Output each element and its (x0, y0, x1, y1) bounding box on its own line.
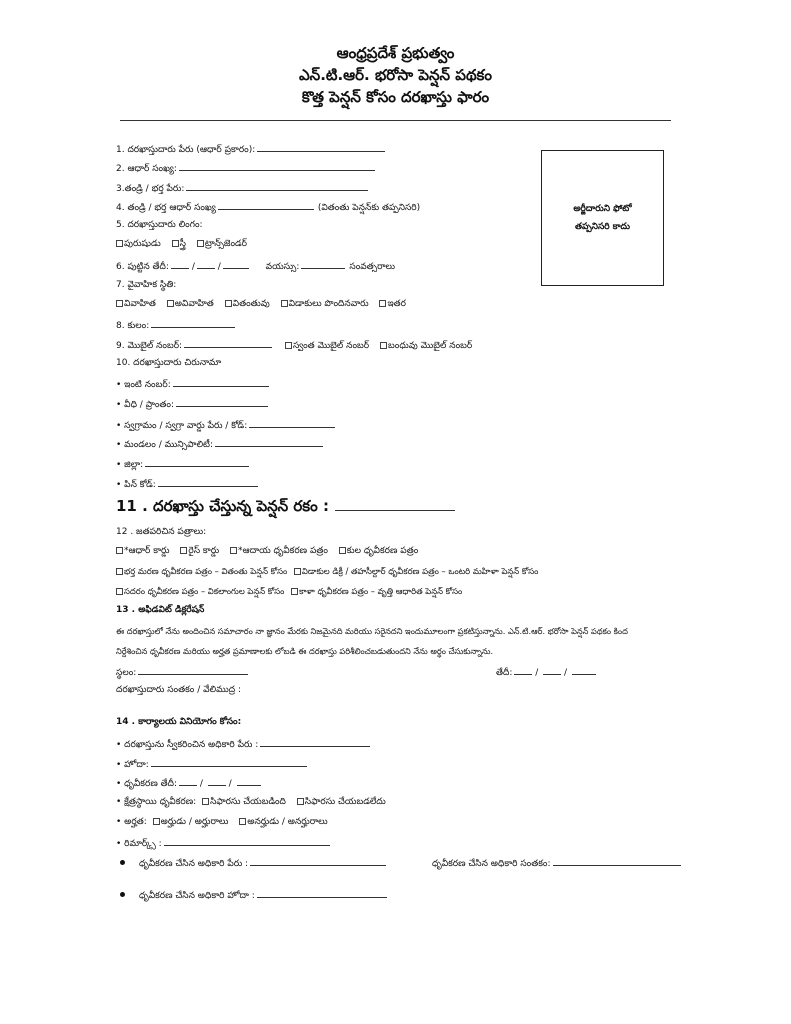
mobile-option-own[interactable]: స్వంత మొబైల్ నంబర్ (285, 341, 369, 351)
documents-row-2 (116, 565, 538, 577)
marital-options (116, 298, 414, 310)
checkbox[interactable] (225, 300, 232, 307)
verify-month-input[interactable] (208, 776, 226, 786)
mobile-option-relative[interactable]: బంధువు మొబైల్ నంబర్ (380, 341, 472, 351)
doc-option-rice-card[interactable]: రైస్ కార్డు (180, 546, 219, 556)
verification-option-recommended[interactable]: సిఫారసు చేయబడింది (202, 797, 286, 807)
verify-day-input[interactable] (179, 776, 197, 786)
header-government: ఆంధ్రప్రదేశ్ ప్రభుత్వం (336, 44, 455, 62)
age-input[interactable] (301, 259, 345, 269)
field-note: (వితంతు పెన్షన్‌కు తప్పనిసరి) (317, 203, 421, 213)
field-marital-status (116, 279, 176, 291)
marital-option-widow[interactable]: వితంతువు (225, 299, 270, 309)
doc-option-aadhaar[interactable]: *ఆధార్ కార్డు (116, 546, 170, 556)
marital-option-other[interactable]: ఇతర (379, 299, 406, 309)
office-field-verification: • క్షేత్రస్థాయి ధృవీకరణ: సిఫారసు చేయబడింది సిఫారసు చేయబడలేదు (116, 797, 386, 807)
form-header (120, 42, 671, 108)
eligibility-option-eligible[interactable]: అర్హుడు / అర్హురాలు (153, 817, 229, 827)
checkbox[interactable] (172, 240, 179, 247)
district-input[interactable] (145, 457, 249, 467)
office-verifier-name: ధృవీకరణ చేసిన అధికారి పేరు : (120, 856, 386, 870)
receiving-officer-input[interactable] (260, 737, 370, 747)
checkbox[interactable] (239, 818, 246, 825)
field-label: 3.తండ్రి / భర్త పేరు: (116, 184, 185, 194)
checkbox[interactable] (294, 568, 301, 575)
field-label: 8. కులం: (116, 321, 150, 331)
checkbox[interactable] (281, 300, 288, 307)
age-label: వయస్సు: (265, 262, 300, 272)
header-divider (120, 120, 671, 121)
marital-option-divorced[interactable]: విడాకులు పొందినవారు (281, 299, 369, 309)
checkbox[interactable] (379, 300, 386, 307)
field-pension-type (116, 496, 455, 515)
field-label: 10. దరఖాస్తుదారు చిరునామా (116, 358, 222, 368)
field-mobile (116, 338, 480, 352)
field-gender (116, 219, 203, 231)
father-husband-aadhaar-input[interactable] (218, 200, 314, 210)
checkbox[interactable] (202, 798, 209, 805)
photo-box[interactable] (541, 150, 664, 286)
address-mandal: • మండలం / మున్సిపాలిటీ: (116, 437, 323, 451)
checkbox[interactable] (230, 547, 237, 554)
village-input[interactable] (249, 418, 335, 428)
checkbox[interactable] (116, 240, 123, 247)
address-district: • జిల్లా: (116, 457, 249, 471)
field-label: తేదీ: (496, 668, 513, 678)
bullet-icon (120, 860, 125, 865)
header-scheme: ఎన్.టి.ఆర్. భరోసా పెన్షన్ పథకం (299, 66, 492, 84)
office-receiving-officer: • దరఖాస్తును స్వీకరించిన అధికారి పేరు : (116, 737, 370, 751)
office-eligibility: • అర్హత: అర్హుడు / అర్హురాలు అనర్హుడు / అనర్హురాలు (116, 817, 328, 827)
field-label: 11 . దరఖాస్తు చేస్తున్న పెన్షన్ రకం : (116, 497, 329, 515)
doc-option-income-cert[interactable]: *ఆదాయ ధృవీకరణ పత్రం (230, 546, 328, 556)
checkbox[interactable] (153, 818, 160, 825)
verifier-designation-input[interactable] (257, 888, 387, 898)
field-label: 2. ఆధార్ సంఖ్య: (116, 164, 177, 174)
marital-option-unmarried[interactable]: అవివాహిత (167, 299, 214, 309)
gender-option-male[interactable]: పురుషుడు (116, 239, 161, 249)
office-designation: • హోదా: (116, 757, 307, 771)
field-label: 7. వైవాహిక స్థితి: (116, 280, 177, 290)
photo-label: అర్జీదారుని ఫోటో (573, 204, 632, 214)
doc-option-death-cert[interactable]: భర్త మరణ ధృవీకరణ పత్రం – వితంతు పెన్షన్ కోసం (116, 566, 287, 576)
field-attached-documents (116, 526, 206, 538)
field-dob: 6. పుట్టిన తేదీ: / / వయస్సు: సంవత్సరాలు (116, 259, 395, 273)
checkbox[interactable] (116, 588, 123, 595)
checkbox[interactable] (116, 547, 123, 554)
field-label: 6. పుట్టిన తేదీ: (116, 262, 169, 272)
pincode-input[interactable] (158, 477, 258, 487)
gender-options (116, 238, 255, 250)
affidavit-text-2: నిర్దేశించిన ధృవీకరణ మరియు అర్హత ప్రమాణాలకు లోబడి ఈ దరఖాస్తు పరిశీలించబడుతుందని నేను అర్థం చేసుకున్నాను. (116, 646, 494, 656)
checkbox[interactable] (285, 342, 292, 349)
verifier-name-input[interactable] (250, 856, 386, 866)
field-label: 12 . జతపరిచిన పత్రాలు: (116, 527, 207, 537)
doc-option-caste-cert[interactable]: కుల ధృవీకరణ పత్రం (339, 546, 418, 556)
dob-year-input[interactable] (223, 259, 249, 269)
field-label: 14 . కార్యాలయ వినియోగం కోసం: (116, 717, 242, 727)
address-house-no: • ఇంటి నంబర్: (116, 377, 269, 391)
field-aadhaar (116, 161, 375, 175)
street-input[interactable] (176, 397, 268, 407)
checkbox[interactable] (291, 588, 298, 595)
documents-row-1 (116, 545, 426, 557)
doc-option-sadaram-cert[interactable]: సదరం ధృవీకరణ పత్రం – వికలాంగుల పెన్షన్ కోసం (116, 586, 284, 596)
date-month-input[interactable] (543, 665, 561, 675)
checkbox[interactable] (116, 568, 123, 575)
field-caste (116, 318, 235, 332)
date-year-input[interactable] (572, 665, 596, 675)
address-street: • వీధి / ప్రాంతం: (116, 397, 268, 411)
field-father-husband-aadhaar (116, 200, 420, 214)
checkbox[interactable] (339, 547, 346, 554)
verification-option-not-recommended[interactable]: సిఫారసు చేయబడలేదు (297, 797, 386, 807)
field-affidavit (116, 604, 204, 616)
checkbox[interactable] (197, 240, 204, 247)
office-verifier-signature: ధృవీకరణ చేసిన అధికారి సంతకం: (432, 856, 681, 870)
office-verifier-designation: ధృవీకరణ చేసిన అధికారి హోదా : (120, 888, 387, 902)
address-pincode: • పిన్ కోడ్: (116, 477, 258, 491)
remarks-input[interactable] (164, 836, 330, 846)
verify-year-input[interactable] (237, 776, 261, 786)
house-no-input[interactable] (173, 377, 269, 387)
field-label: 4. తండ్రి / భర్త ఆధార్ సంఖ్య (116, 203, 216, 213)
doc-option-divorce-decree[interactable]: విడాకుల డిక్రీ / తహసీల్దార్ ధృవీకరణ పత్రం – ఒంటరి మహిళా పెన్షన్ కోసం (294, 566, 539, 576)
photo-note: తప్పనిసరి కాదు (574, 222, 631, 232)
field-label: 9. మొబైల్ నంబర్: (116, 341, 183, 351)
checkbox[interactable] (180, 547, 187, 554)
office-remarks: • రిమార్క్స్ : (116, 836, 330, 850)
checkbox[interactable] (116, 300, 123, 307)
place-input[interactable] (138, 665, 248, 675)
applicant-name-input[interactable] (257, 142, 385, 152)
date-day-input[interactable] (514, 665, 532, 675)
aadhaar-input[interactable] (179, 161, 375, 171)
field-place (116, 665, 248, 679)
field-applicant-name (116, 142, 385, 156)
pension-type-input[interactable] (335, 496, 455, 511)
designation-input[interactable] (151, 757, 307, 767)
verifier-signature-input[interactable] (553, 856, 681, 866)
dob-month-input[interactable] (197, 259, 215, 269)
marital-option-married[interactable]: వివాహిత (116, 299, 156, 309)
field-label: 5. దరఖాస్తుదారు లింగం: (116, 220, 203, 230)
caste-input[interactable] (151, 318, 235, 328)
field-father-husband-name (116, 181, 368, 195)
mobile-input[interactable] (184, 338, 272, 348)
checkbox[interactable] (380, 342, 387, 349)
gender-option-transgender[interactable]: ట్రాన్స్‌జెండర్ (197, 239, 247, 249)
checkbox[interactable] (297, 798, 304, 805)
documents-row-3 (116, 585, 462, 597)
father-husband-name-input[interactable] (186, 181, 368, 191)
field-label: 13 . అఫిడవిట్ డిక్లరేషన్ (116, 605, 205, 615)
field-address (116, 357, 221, 369)
eligibility-option-ineligible[interactable]: అనర్హుడు / అనర్హురాలు (239, 817, 327, 827)
field-declaration-date: తేదీ: / / (496, 665, 596, 679)
mandal-input[interactable] (215, 437, 323, 447)
office-verification-date: • ధృవీకరణ తేదీ: / / (116, 776, 261, 790)
doc-option-occupation-cert[interactable]: కాళా ధృవీకరణ పత్రం – వృత్తి ఆధారిత పెన్షన్ కోసం (291, 586, 462, 596)
field-label: స్థలం: (116, 668, 137, 678)
bullet-icon (120, 892, 125, 897)
gender-option-female[interactable]: స్త్రీ (172, 239, 186, 249)
dob-day-input[interactable] (171, 259, 189, 269)
header-form-title: కొత్త పెన్షన్ కోసం దరఖాస్తు ఫారం (301, 88, 490, 106)
affidavit-text-1: ఈ దరఖాస్తులో నేను అందించిన సమాచారం నా జ్ఞానం మేరకు నిజమైనది మరియు సరైనదని ఇందుమూలంగా ప్రకటిస్తున్నాను. ఎన్.టి.ఆర్. భరోసా పెన్షన్ పథకం కింద (116, 626, 628, 636)
field-label: దరఖాస్తుదారు సంతకం / వేలిముద్ర : (116, 685, 241, 695)
checkbox[interactable] (167, 300, 174, 307)
field-label: 1. దరఖాస్తుదారు పేరు (ఆధార్ ప్రకారం): (116, 145, 256, 155)
address-village: • స్వగ్రామం / స్వగ్రా వార్డు పేరు / కోడ్: (116, 418, 335, 432)
age-unit: సంవత్సరాలు (349, 262, 396, 272)
field-signature (116, 684, 241, 696)
field-office-use (116, 716, 241, 728)
